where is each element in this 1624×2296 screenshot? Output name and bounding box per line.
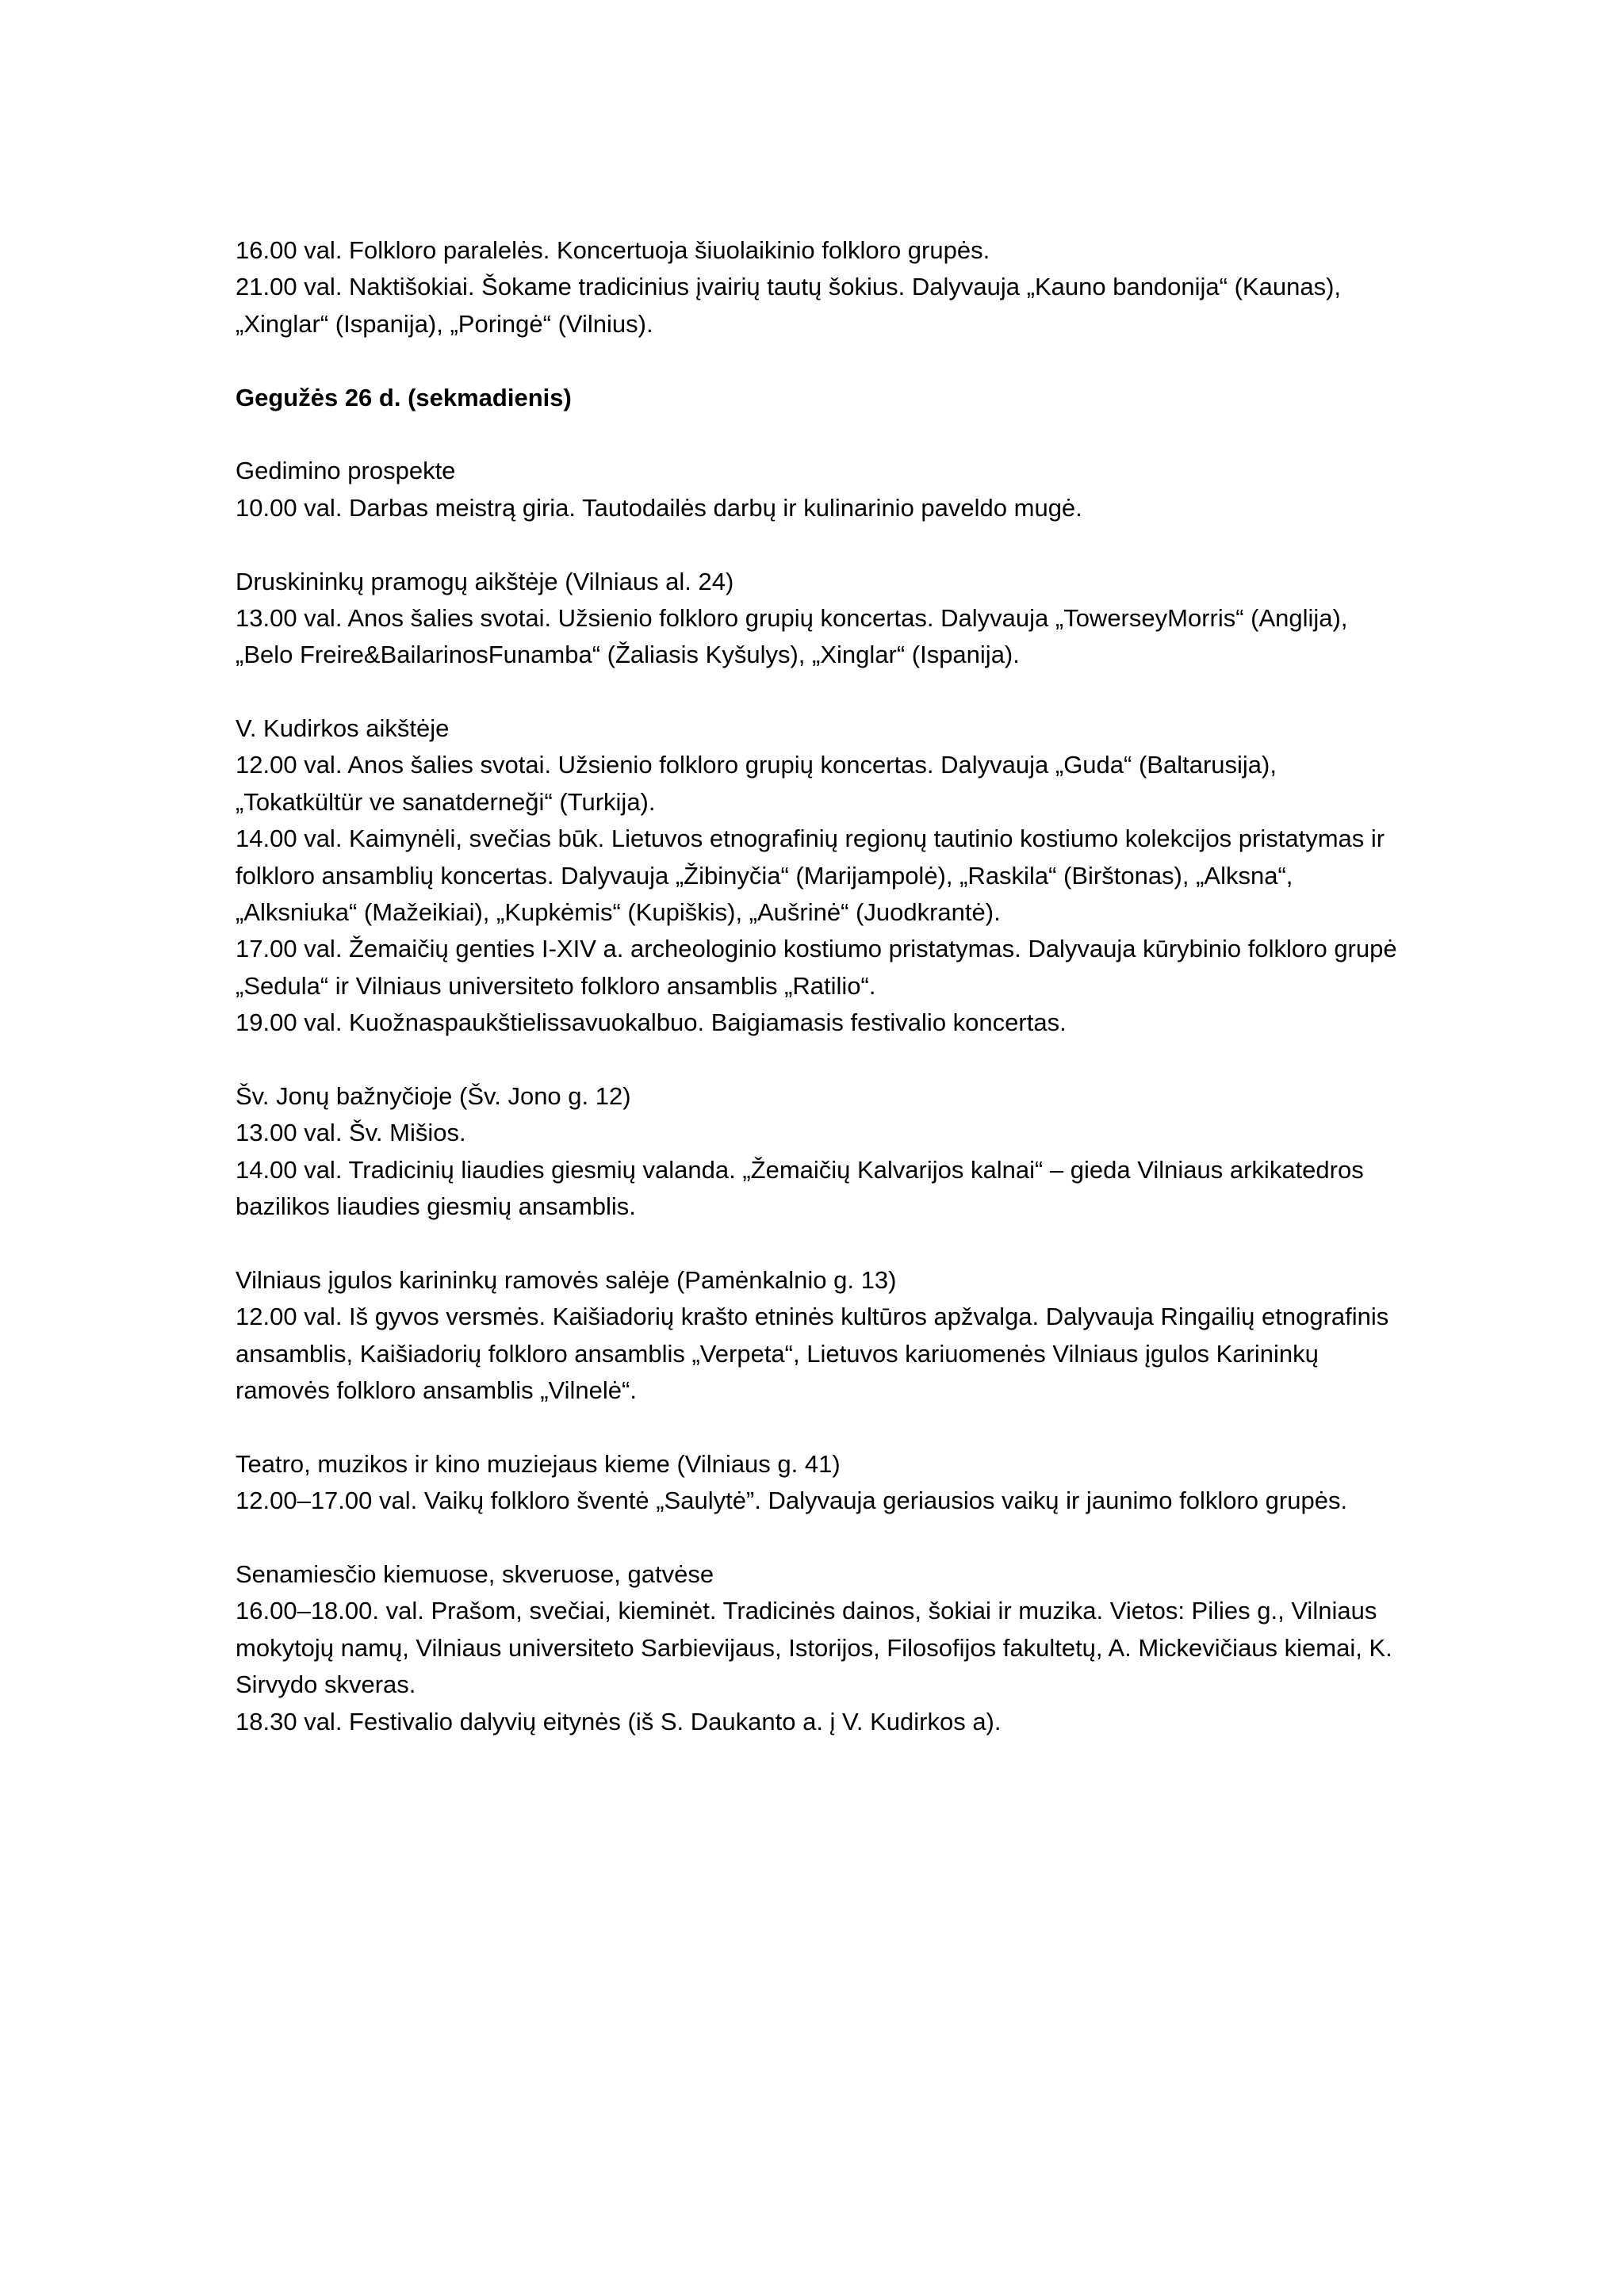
spacer bbox=[236, 674, 1568, 710]
event-line: 18.30 val. Festivalio dalyvių eitynės (iš S. Daukanto a. į V. Kudirkos a). bbox=[236, 1707, 1002, 1735]
event-line: „Sedula“ ir Vilniaus universiteto folkloro ansamblis „Ratilio“. bbox=[236, 971, 876, 1000]
spacer bbox=[236, 416, 1568, 453]
spacer bbox=[236, 1520, 1568, 1556]
event-line: 16.00–18.00. val. Prašom, svečiai, kieminėt. Tradicinės dainos, šokiai ir muzika. Vietos: Pilies g., Vilniaus bbox=[236, 1597, 1377, 1625]
event-line: 13.00 val. Šv. Mišios. bbox=[236, 1119, 466, 1147]
event-line: bazilikos liaudies giesmių ansamblis. bbox=[236, 1192, 636, 1221]
text-line: 16.00 val. Folkloro paralelės. Koncertuoja šiuolaikinio folkloro grupės. bbox=[236, 236, 990, 264]
event-line: 12.00 val. Iš gyvos versmės. Kaišiadorių krašto etninės kultūros apžvalga. Dalyvauja Ringailių etnografinis bbox=[236, 1303, 1389, 1331]
event-line: „Alksniuka“ (Mažeikiai), „Kupkėmis“ (Kupiškis), „Aušrinė“ (Juodkrantė). bbox=[236, 898, 1001, 927]
document-body bbox=[236, 232, 1568, 1740]
location-heading: Senamiesčio kiemuose, skveruose, gatvėse bbox=[236, 1560, 714, 1589]
day-heading: Gegužės 26 d. (sekmadienis) bbox=[236, 383, 572, 411]
spacer bbox=[236, 526, 1568, 563]
event-line: 17.00 val. Žemaičių genties I-XIV a. archeologinio kostiumo pristatymas. Dalyvauja kūrybinio folkloro grupė bbox=[236, 935, 1397, 963]
event-line: mokytojų namų, Vilniaus universiteto Sarbievijaus, Istorijos, Filosofijos fakultetų, A. Mickevičiaus kiemai, K. bbox=[236, 1633, 1392, 1662]
location-heading: V. Kudirkos aikštėje bbox=[236, 714, 450, 743]
event-line: 10.00 val. Darbas meistrą giria. Tautodailės darbų ir kulinarinio paveldo mugė. bbox=[236, 493, 1082, 522]
event-line: 13.00 val. Anos šalies svotai. Užsienio folkloro grupių koncertas. Dalyvauja „TowerseyMorris“ (Anglija), bbox=[236, 603, 1348, 632]
event-line: „Tokatkültür ve sanatderneği“ (Turkija). bbox=[236, 787, 656, 816]
spacer bbox=[236, 342, 1568, 379]
text-line: „Xinglar“ (Ispanija), „Poringė“ (Vilnius). bbox=[236, 309, 653, 338]
event-line: 12.00–17.00 val. Vaikų folkloro šventė „Saulytė”. Dalyvauja geriausios vaikų ir jaunimo folkloro grupės. bbox=[236, 1487, 1348, 1515]
location-heading: Gedimino prospekte bbox=[236, 457, 456, 485]
event-line: 14.00 val. Kaimynėli, svečias būk. Lietuvos etnografinių regionų tautinio kostiumo kolekcijos pristatymas ir bbox=[236, 825, 1385, 853]
location-heading: Vilniaus įgulos karininkų ramovės salėje (Pamėnkalnio g. 13) bbox=[236, 1265, 897, 1294]
location-heading: Šv. Jonų bažnyčioje (Šv. Jono g. 12) bbox=[236, 1081, 631, 1110]
spacer bbox=[236, 1410, 1568, 1446]
location-heading: Teatro, muzikos ir kino muziejaus kieme (Vilniaus g. 41) bbox=[236, 1449, 841, 1478]
text-line: 21.00 val. Naktišokiai. Šokame tradicinius įvairių tautų šokius. Dalyvauja „Kauno bandonija“ (Kaunas), bbox=[236, 273, 1342, 301]
event-line: Sirvydo skveras. bbox=[236, 1670, 416, 1699]
event-line: 12.00 val. Anos šalies svotai. Užsienio folkloro grupių koncertas. Dalyvauja „Guda“ (Baltarusija), bbox=[236, 751, 1277, 779]
event-line: folkloro ansamblių koncertas. Dalyvauja „Žibinyčia“ (Marijampolė), „Raskila“ (Birštonas), „Alksna“, bbox=[236, 861, 1293, 890]
location-heading: Druskininkų pramogų aikštėje (Vilniaus al. 24) bbox=[236, 567, 734, 595]
event-line: „Belo Freire&BailarinosFunamba“ (Žaliasis Kyšulys), „Xinglar“ (Ispanija). bbox=[236, 641, 1020, 669]
event-line: 14.00 val. Tradicinių liaudies giesmių valanda. „Žemaičių Kalvarijos kalnai“ – gieda Vilniaus arkikatedros bbox=[236, 1155, 1364, 1184]
event-line: ansamblis, Kaišiadorių folkloro ansamblis „Verpeta“, Lietuvos kariuomenės Vilniaus įgulos Karininkų bbox=[236, 1339, 1319, 1368]
spacer bbox=[236, 1226, 1568, 1262]
spacer bbox=[236, 1042, 1568, 1078]
event-line: ramovės folkloro ansamblis „Vilnelė“. bbox=[236, 1376, 637, 1405]
event-line: 19.00 val. Kuožnaspaukštielissavuokalbuo. Baigiamasis festivalio koncertas. bbox=[236, 1008, 1067, 1037]
